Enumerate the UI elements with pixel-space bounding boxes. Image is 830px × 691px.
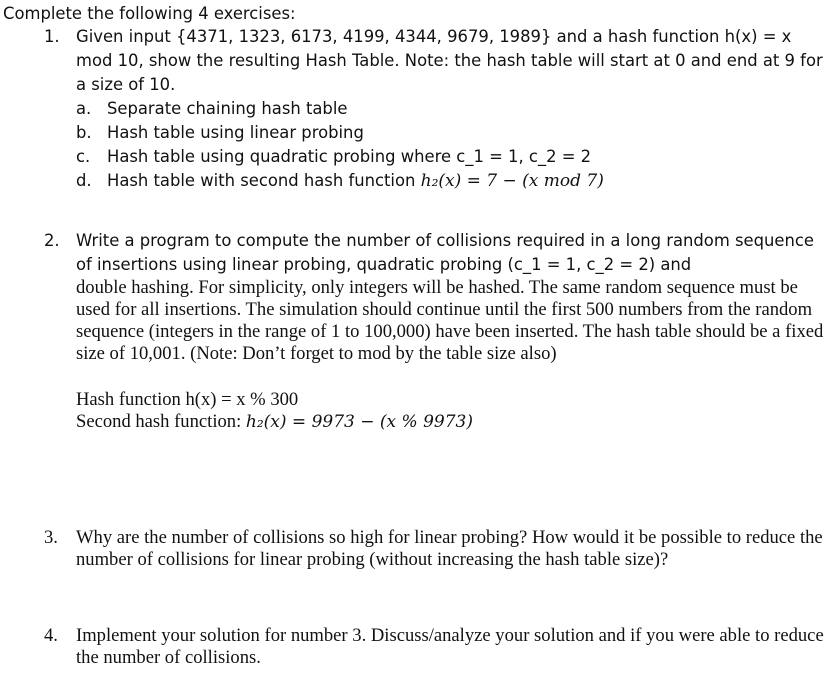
second-hash-line: [76, 411, 828, 433]
second-hash-label: Second hash function:: [76, 411, 242, 432]
sub-item-c: [76, 145, 828, 169]
intro-heading: Complete the following 4 exercises:: [3, 4, 296, 23]
sub-item-text: Hash table with second hash function: [107, 171, 416, 190]
second-hash-formula: h₂(x) = 7 − (x mod 7): [420, 171, 604, 191]
sub-item-letter: a.: [76, 99, 92, 118]
exercise-text: Implement your solution for number 3. Discuss/analyze your solution and if you were able to reduce the number of collisions.: [76, 625, 824, 668]
sub-item-letter: c.: [76, 147, 91, 166]
exercise-3: [44, 527, 828, 571]
exercise-text-serif: double hashing. For simplicity, only integers will be hashed. The same random sequence must be used for all insertions. The simulation should continue until the first 500 numbers from the random sequence (integers in the range of 1 to 100,000) have been inserted. The hash table should be a fixed size of 10,001. (Note: Don’t forget to mod by the table size also): [76, 277, 824, 364]
exercise-number: 4.: [44, 625, 58, 646]
sub-item-letter: b.: [76, 123, 92, 142]
exercise-text-sans: Write a program to compute the number of collisions required in a long random sequence of insertions using linear probing, quadratic probing (c_1 = 1, c_2 = 2) and: [76, 231, 814, 274]
second-hash-formula: h₂(x) = 9973 − (x % 9973): [245, 412, 473, 432]
exercise-2: [44, 229, 828, 433]
exercise-number: 1.: [44, 27, 60, 46]
sub-item-text: Separate chaining hash table: [107, 99, 348, 118]
sub-item-d: [76, 169, 828, 193]
exercise-text: Why are the number of collisions so high for linear probing? How would it be possible to reduce the number of collisions for linear probing (without increasing the hash table size)?: [76, 527, 823, 570]
exercise-1: [44, 25, 828, 193]
sub-item-text-wrap: [107, 169, 828, 193]
exercise-number: 2.: [44, 231, 60, 250]
exercise-text: Given input {4371, 1323, 6173, 4199, 4344, 9679, 1989} and a hash function h(x) = x mod 10, show the resulting Hash Table. Note: the hash table will start at 0 and end at 9 for a size of 10.: [76, 27, 823, 94]
exercise-number: 3.: [44, 527, 58, 548]
sub-item-text: Hash table using linear probing: [107, 123, 364, 142]
sub-item-text: Hash table using quadratic probing where c_1 = 1, c_2 = 2: [107, 147, 592, 166]
exercise-4: [44, 625, 828, 669]
sub-item-letter: d.: [76, 171, 92, 190]
sub-item-a: [76, 97, 828, 121]
sub-item-b: [76, 121, 828, 145]
hash-function-line: Hash function h(x) = x % 300: [76, 389, 299, 410]
